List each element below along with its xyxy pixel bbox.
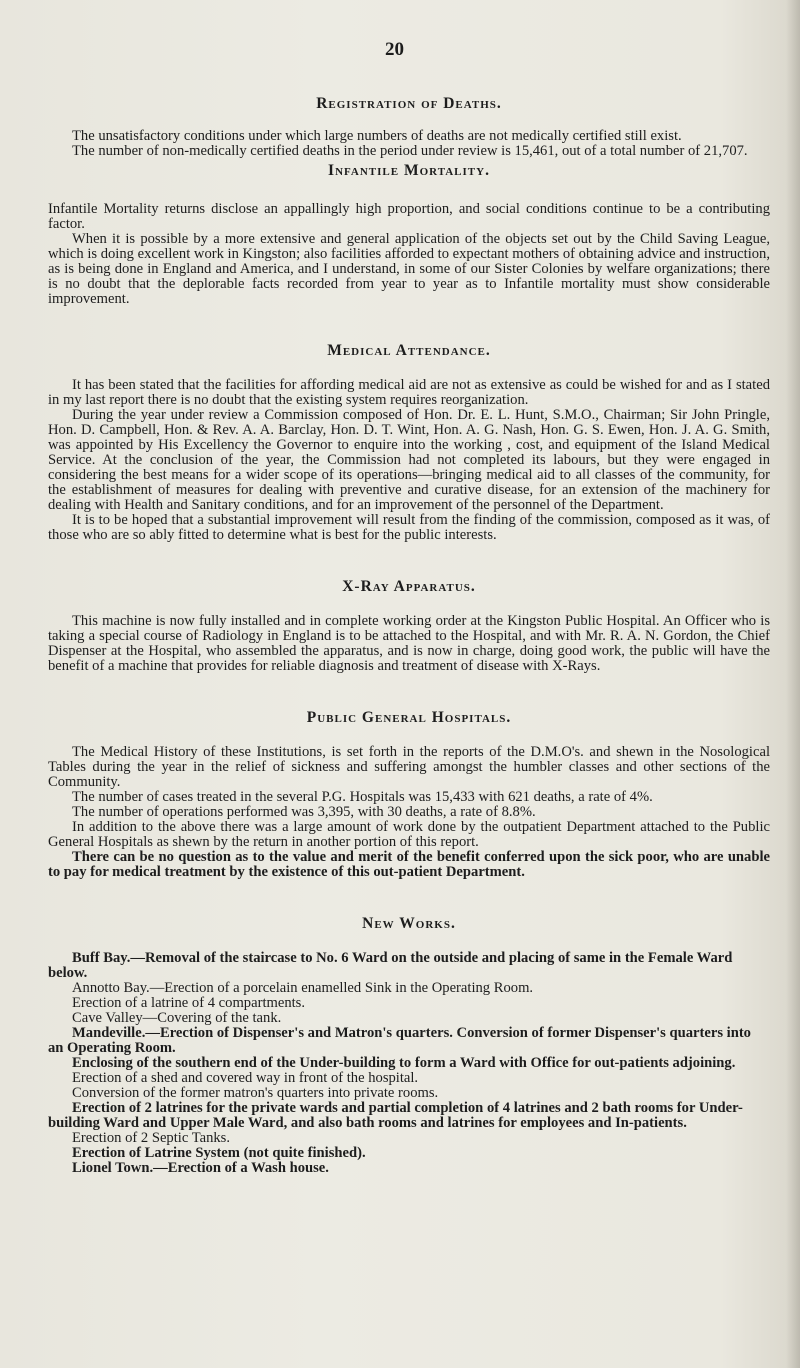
page-edge-shadow	[786, 0, 800, 1368]
new-works-item: Mandeville.—Erection of Dispenser's and Matron's quarters. Conversion of former Dispenser's quarters into an Operating Room.	[48, 1025, 751, 1056]
infantile-paragraph-1: Infantile Mortality returns disclose an appallingly high proportion, and social conditions continue to be a contributing factor.	[48, 201, 770, 232]
section-public-general-hospitals	[48, 710, 770, 880]
registration-paragraph-2: The number of non-medically certified deaths in the period under review is 15,461, out of a total number of 21,707.	[72, 143, 748, 159]
new-works-item: Lionel Town.—Erection of a Wash house.	[72, 1160, 329, 1176]
section-new-works	[48, 916, 770, 1176]
page-number: 20	[385, 39, 404, 60]
new-works-item: Erection of 2 latrines for the private wards and partial completion of 4 latrines and 2 bath rooms for Under-building Ward and Upper Male Ward, and also bath rooms and latrines for employees and In-patients.	[48, 1100, 743, 1131]
medical-paragraph-3: It is to be hoped that a substantial improvement will result from the finding of the commission, composed as it was, of those who are so ably fitted to determine what is best for the public interests.	[48, 512, 770, 543]
document-body	[48, 96, 770, 1176]
heading-medical-attendance: Medical Attendance.	[327, 342, 491, 359]
new-works-item: Enclosing of the southern end of the Under-building to form a Ward with Office for out-patients adjoining.	[72, 1055, 736, 1071]
heading-public-general-hospitals: Public General Hospitals.	[306, 709, 512, 726]
new-works-item: Erection of a shed and covered way in front of the hospital.	[72, 1070, 419, 1086]
new-works-item: Cave Valley—Covering of the tank.	[72, 1010, 282, 1026]
medical-paragraph-1: It has been stated that the facilities for affording medical aid are not as extensive as could be wished for and as I stated in my last report there is no doubt that the existing system requires reorganization.	[48, 377, 770, 408]
new-works-item: Conversion of the former matron's quarters into private rooms.	[72, 1085, 439, 1101]
heading-registration-of-deaths: Registration of Deaths.	[316, 95, 502, 112]
new-works-item: Erection of a latrine of 4 compartments.	[72, 995, 306, 1011]
hospitals-paragraph-4: In addition to the above there was a large amount of work done by the outpatient Department attached to the Public General Hospitals as shewn by the return in another portion of this report.	[48, 819, 770, 850]
section-xray-apparatus	[48, 579, 770, 674]
new-works-item: Buff Bay.—Removal of the staircase to No. 6 Ward on the outside and placing of same in the Female Ward below.	[48, 950, 733, 981]
hospitals-paragraph-3: The number of operations performed was 3,395, with 30 deaths, a rate of 8.8%.	[72, 804, 536, 820]
new-works-item: Erection of Latrine System (not quite finished).	[72, 1145, 366, 1161]
new-works-item: Erection of 2 Septic Tanks.	[72, 1130, 230, 1146]
hospitals-paragraph-2: The number of cases treated in the several P.G. Hospitals was 15,433 with 621 deaths, a rate of 4%.	[72, 789, 653, 805]
new-works-item: Annotto Bay.—Erection of a porcelain enamelled Sink in the Operating Room.	[72, 980, 534, 996]
heading-infantile-mortality: Infantile Mortality.	[328, 162, 490, 179]
section-medical-attendance	[48, 343, 770, 543]
registration-paragraph-1: The unsatisfactory conditions under which large numbers of deaths are not medically certified still exist.	[72, 128, 682, 144]
hospitals-paragraph-5: There can be no question as to the value and merit of the benefit conferred upon the sick poor, who are unable to pay for medical treatment by the existence of this out-patient Department.	[48, 849, 770, 880]
infantile-paragraph-2: When it is possible by a more extensive and general application of the objects set out by the Child Saving League, which is doing excellent work in Kingston; also facilities afforded to expectant mothers of obtaining advice and instruction, as is being done in England and America, and I understand, in some of our Sister Colonies by welfare organizations; there is no doubt that the deplorable facts recorded from year to year as to Infantile mortality must show considerable improvement.	[48, 231, 770, 307]
medical-paragraph-2: During the year under review a Commission composed of Hon. Dr. E. L. Hunt, S.M.O., Chairman; Sir John Pringle, Hon. D. Campbell, Hon. & Rev. A. A. Barclay, Hon. D. T. Wint, Hon. A. G. Nash, Hon. G. S. Ewen, Hon. J. A. G. Smith, was appointed by His Excellency the Governor to enquire into the working , cost, and equipment of the Island Medical Service. At the conclusion of the year, the Commission had not completed its labours, but they were engaged in considering the best means for a wider scope of its operations—bringing medical aid to all classes of the community, for the establishment of measures for dealing with preventive and curative disease, for an extension of the machinery for dealing with Health and Sanitary conditions, and for an improvement of the personnel of the Department.	[48, 407, 770, 513]
heading-new-works: New Works.	[362, 915, 456, 932]
xray-paragraph-1: This machine is now fully installed and in complete working order at the Kingston Public Hospital. An Officer who is taking a special course of Radiology in England is to be attached to the Hospital, and with Mr. R. A. N. Gordon, the Chief Dispenser at the Hospital, who assembled the apparatus, and is now in charge, doing good work, the public will have the benefit of a machine that provides for reliable diagnosis and treatment of disease with X-Rays.	[48, 613, 770, 674]
heading-xray-apparatus: X-Ray Apparatus.	[342, 578, 476, 595]
hospitals-paragraph-1: The Medical History of these Institutions, is set forth in the reports of the D.M.O's. and shewn in the Nosological Tables during the year in the relief of sickness and suffering amongst the humbler classes and other sections of the Community.	[48, 744, 770, 790]
